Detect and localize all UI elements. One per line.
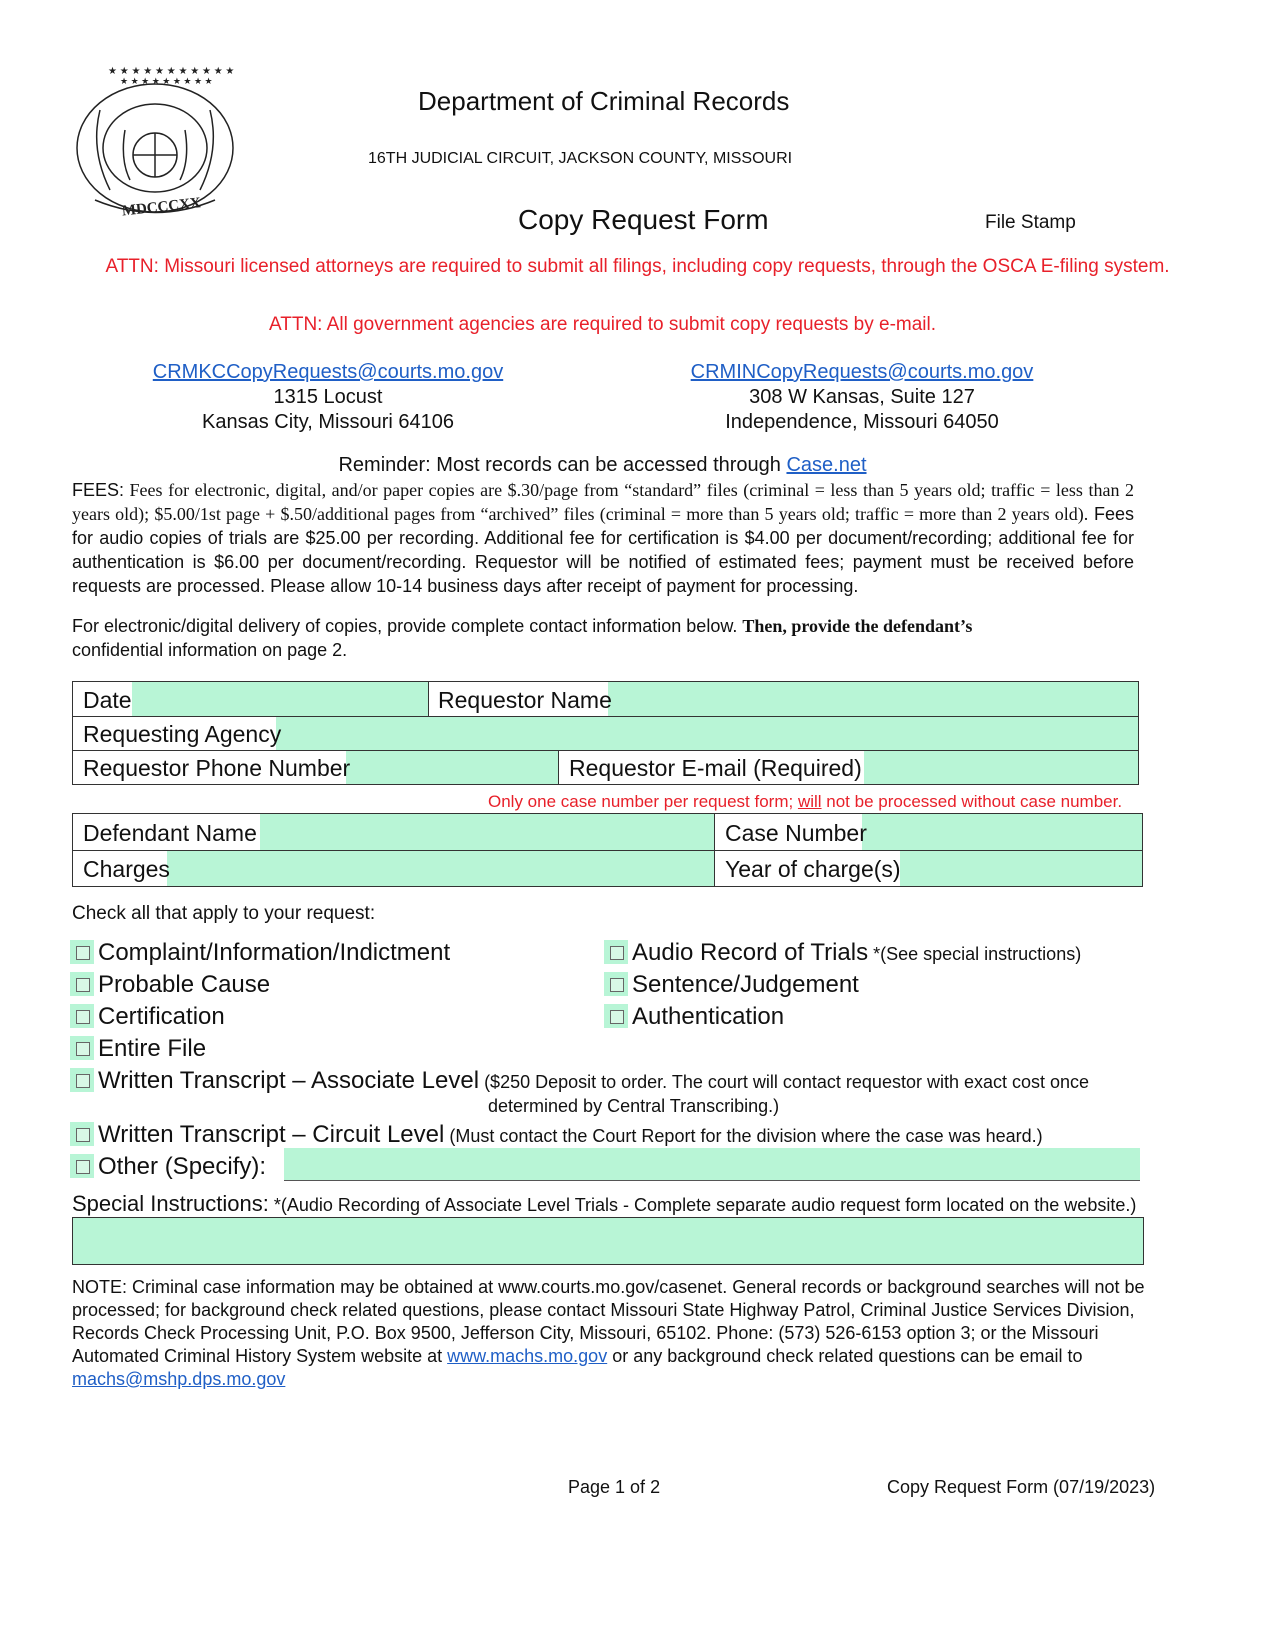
svg-text:★ ★ ★ ★ ★ ★ ★ ★ ★: ★ ★ ★ ★ ★ ★ ★ ★ ★ [120, 76, 213, 86]
year-of-charge-label: Year of charge(s) [725, 856, 901, 882]
case-number-note: Only one case number per request form; will not be processed without case number. [488, 792, 1123, 811]
ind-city: Independence, Missouri 64050 [725, 411, 999, 433]
form-title: Copy Request Form [518, 204, 769, 235]
form-version: Copy Request Form (07/19/2023) [887, 1477, 1156, 1497]
entire-file-checkbox[interactable] [70, 1036, 94, 1060]
requesting-agency-input[interactable] [276, 717, 1138, 750]
assoc-transcript-label: Written Transcript – Associate Level ($250 Deposit to order. The court will contact requestor with exact cost once [98, 1067, 1090, 1094]
email-label: Requestor E-mail (Required) [569, 755, 862, 781]
fees-paragraph: FEES: Fees for electronic, digital, and/or paper copies are $.30/page from “standard” files (criminal = less than 5 years old; traffic = less than 2 years old); $5.00/1st page + $.50/additional pages from “archived” files (criminal = more than 5 years old; traffic = more than 2 years old). Fees for audio copies of trials are $25.00 per recording. Additional fee for certification is $4.00 per document/recording; additional fee for authentication is $6.00 per document/recording. Requestor will be notified of estimated fees; payment must be received before requests are processed. Please allow 10-14 business days after receipt of payment for processing. [72, 480, 1134, 596]
checklist-intro: Check all that apply to your request: [72, 903, 376, 924]
circuit-transcript-label: Written Transcript – Circuit Level (Must contact the Court Report for the division where the case was heard.) [98, 1121, 1043, 1148]
defendant-name-label: Defendant Name [83, 820, 257, 846]
machs-link[interactable]: www.machs.mo.gov [447, 1346, 608, 1366]
date-input[interactable] [132, 682, 428, 716]
other-specify-input[interactable] [284, 1148, 1140, 1181]
department-title: Department of Criminal Records [418, 86, 790, 116]
complaint-label: Complaint/Information/Indictment [98, 939, 451, 966]
date-label: Date [83, 687, 132, 713]
probable-cause-checkbox[interactable] [70, 972, 94, 996]
delivery-instructions: For electronic/digital delivery of copies, provide complete contact information below. Then, provide the defendant’s confidential information on page 2. [72, 616, 973, 660]
requestor-name-input[interactable] [608, 682, 1138, 716]
certification-checkbox[interactable] [70, 1004, 94, 1028]
complaint-checkbox[interactable] [70, 940, 94, 964]
assoc-transcript-checkbox[interactable] [70, 1068, 94, 1092]
sentence-checkbox[interactable] [604, 972, 628, 996]
phone-input[interactable] [346, 751, 558, 784]
circuit-subtitle: 16TH JUDICIAL CIRCUIT, JACKSON COUNTY, MISSOURI [368, 150, 793, 167]
year-of-charge-input[interactable] [900, 851, 1142, 886]
kc-email-link[interactable]: CRMKCCopyRequests@courts.mo.gov [152, 361, 504, 383]
attorney-notice: ATTN: Missouri licensed attorneys are required to submit all filings, including copy requests, through the OSCA E-filing system. [105, 256, 1170, 277]
missouri-state-seal [70, 60, 240, 220]
ind-email-link[interactable]: CRMINCopyRequests@courts.mo.gov [690, 361, 1034, 383]
seal-motto: MDCCCXX [121, 195, 202, 220]
audio-checkbox[interactable] [604, 940, 628, 964]
requestor-name-label: Requestor Name [438, 687, 612, 713]
agency-label: Requesting Agency [83, 721, 282, 747]
certification-label: Certification [98, 1003, 225, 1030]
audio-label: Audio Record of Trials *(See special instructions) [632, 939, 1082, 966]
special-instructions-label: Special Instructions: *(Audio Recording of Associate Level Trials - Complete separate audio request form located on the website.) [72, 1191, 1137, 1216]
authentication-label: Authentication [632, 1003, 785, 1030]
assoc-transcript-note-cont: determined by Central Transcribing.) [488, 1096, 780, 1116]
mshp-email-link[interactable]: machs@mshp.dps.mo.gov [72, 1369, 286, 1389]
circuit-transcript-checkbox[interactable] [70, 1122, 94, 1146]
casenet-link[interactable]: Case.net [786, 454, 867, 476]
background-check-note: NOTE: Criminal case information may be obtained at www.courts.mo.gov/casenet. General records or background searches will not be processed; for background check related questions, please contact Missouri State Highway Patrol, Criminal Justice Services Division, Records Check Processing Unit, P.O. Box 9500, Jefferson City, Missouri, 65102. Phone: (573) 526-6153 option 3; or the Missouri Automated Criminal History System website at www.machs.mo.gov or any background check related questions can be email to machs@mshp.dps.mo.gov [72, 1277, 1145, 1389]
entire-file-label: Entire File [98, 1035, 207, 1062]
agency-notice: ATTN: All government agencies are required to submit copy requests by e-mail. [268, 314, 937, 335]
svg-text:★ ★ ★ ★ ★ ★ ★ ★ ★ ★ ★: ★ ★ ★ ★ ★ ★ ★ ★ ★ ★ ★ [108, 66, 235, 77]
sentence-label: Sentence/Judgement [632, 971, 859, 998]
kc-city: Kansas City, Missouri 64106 [202, 411, 454, 433]
charges-input[interactable] [167, 851, 714, 886]
defendant-name-input[interactable] [260, 814, 714, 850]
other-checkbox[interactable] [70, 1154, 94, 1178]
email-input[interactable] [864, 751, 1138, 784]
ind-street: 308 W Kansas, Suite 127 [749, 386, 975, 408]
kc-office [128, 360, 528, 435]
charges-label: Charges [83, 856, 170, 882]
case-number-label: Case Number [725, 820, 867, 846]
probable-cause-label: Probable Cause [98, 971, 271, 998]
case-number-input[interactable] [862, 814, 1142, 850]
authentication-checkbox[interactable] [604, 1004, 628, 1028]
other-label: Other (Specify): [98, 1153, 267, 1180]
phone-label: Requestor Phone Number [83, 755, 351, 781]
special-instructions-input[interactable] [72, 1217, 1144, 1265]
page-number: Page 1 of 2 [568, 1477, 661, 1497]
file-stamp-label: File Stamp [985, 212, 1076, 233]
independence-office [662, 360, 1062, 435]
kc-street: 1315 Locust [273, 386, 383, 408]
reminder: Reminder: Most records can be accessed through Case.net [338, 454, 867, 476]
